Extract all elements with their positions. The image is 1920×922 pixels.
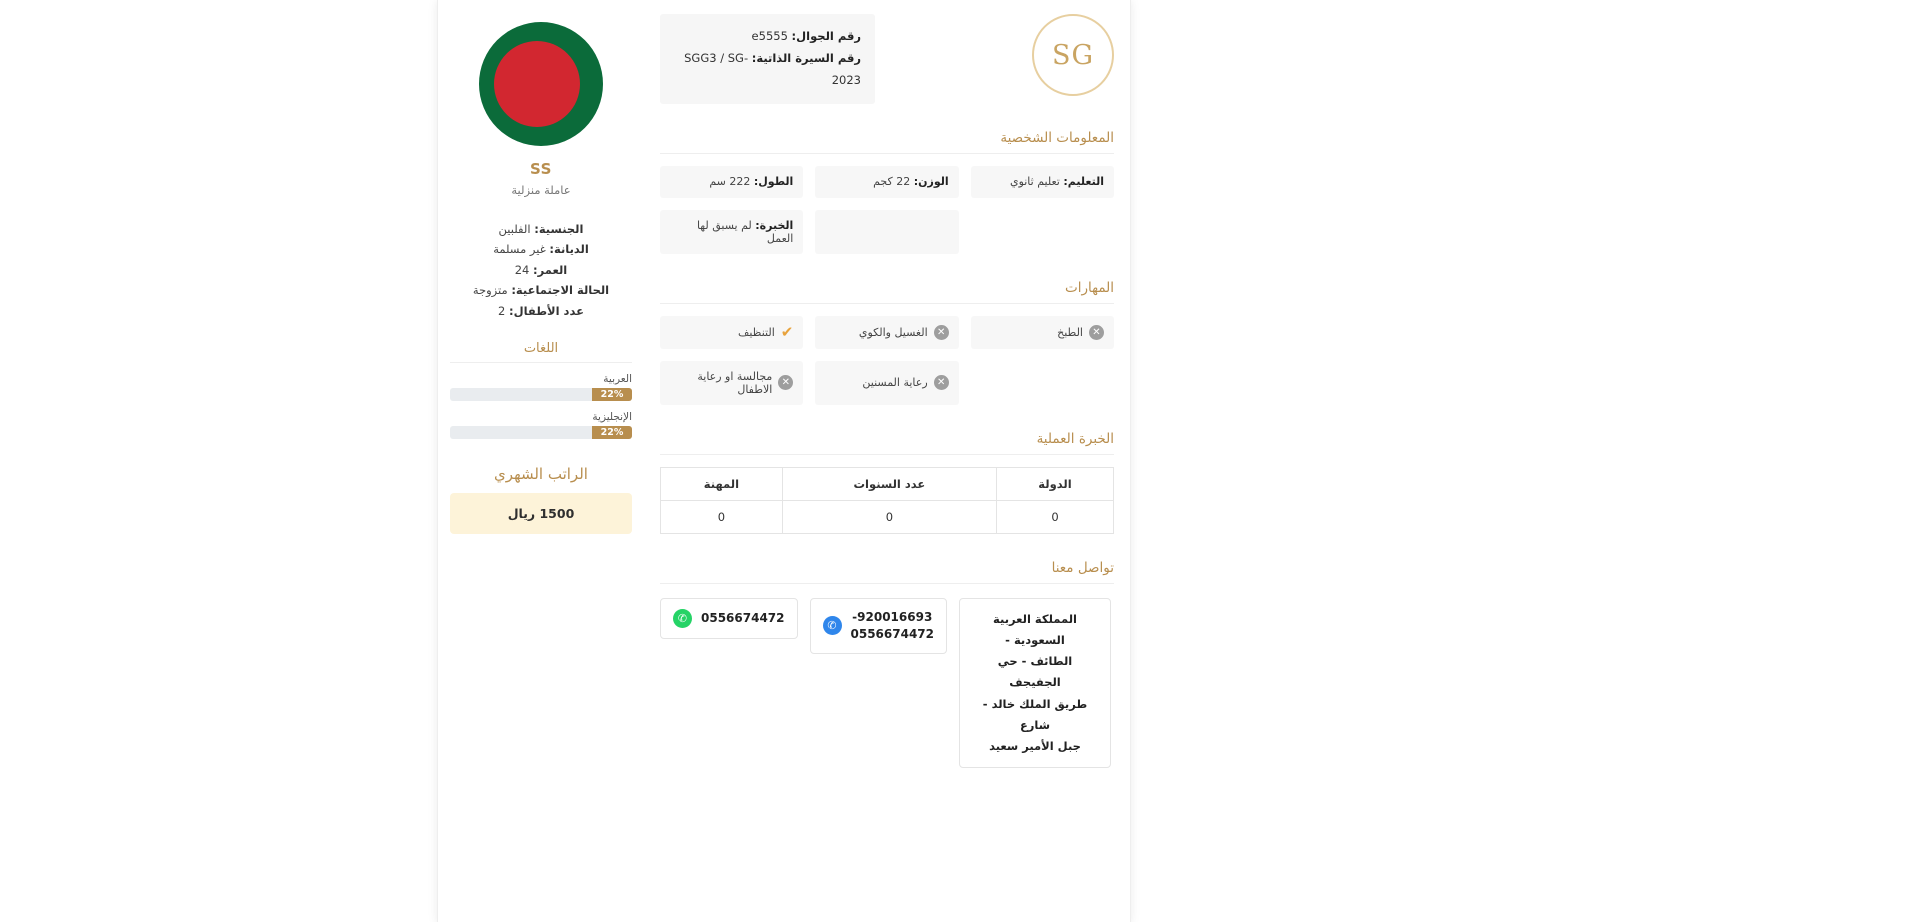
profile-job-title: عاملة منزلية <box>511 183 571 197</box>
cross-circle-icon: ✕ <box>934 375 949 390</box>
cross-circle-icon: ✕ <box>778 375 793 390</box>
address-line-3: طريق الملك خالد - شارع <box>982 696 1088 732</box>
section-title-personal: المعلومات الشخصية <box>660 130 1114 154</box>
mobile-value: e5555 <box>751 29 788 43</box>
whatsapp-contact[interactable] <box>660 598 798 639</box>
cv-main <box>644 0 1130 922</box>
cell-years: 0 <box>782 500 996 533</box>
weight-value: 22 كجم <box>873 175 911 189</box>
personal-row-2 <box>660 210 1114 254</box>
cv-number-value: SGG3 / SG-2023 <box>684 50 861 87</box>
phone-numbers <box>851 609 935 644</box>
whatsapp-number: 0556674472 <box>701 611 785 626</box>
cross-circle-icon: ✕ <box>934 325 949 340</box>
height-value: 222 سم <box>709 175 751 189</box>
skills-row-2 <box>660 361 1114 405</box>
fact-children-value: 2 <box>498 303 506 318</box>
fact-children <box>450 301 632 321</box>
section-title-contact: تواصل معنا <box>660 560 1114 584</box>
section-title-work-experience: الخبرة العملية <box>660 431 1114 455</box>
experience-table <box>660 467 1114 534</box>
personal-row-1 <box>660 166 1114 198</box>
cell-country: 0 <box>996 500 1113 533</box>
skill-laundry-ironing-label: الغسيل والكوي <box>858 325 928 339</box>
header-row <box>660 14 1114 104</box>
field-spacer-2 <box>971 210 1114 254</box>
fact-marital <box>450 280 632 300</box>
skill-cooking-label: الطبخ <box>1057 325 1083 339</box>
education-value: تعليم ثانوي <box>1009 175 1060 189</box>
language-label-english: الإنجليزية <box>592 411 632 424</box>
language-percent-arabic: 22% <box>600 389 624 401</box>
section-title-skills: المهارات <box>660 280 1114 304</box>
language-progress-fill-english <box>592 426 632 439</box>
field-height <box>660 166 803 198</box>
skill-childcare-label: مجالسة او رعاية الاطفال <box>697 369 773 396</box>
cv-number-row <box>674 48 861 92</box>
skill-spacer <box>971 361 1114 405</box>
field-weight <box>815 166 958 198</box>
address-line-4: جبل الأمير سعيد <box>989 739 1081 754</box>
languages-title: اللغات <box>450 341 632 363</box>
address-block <box>959 598 1111 769</box>
fact-marital-label: الحالة الاجتماعية: <box>511 283 610 298</box>
phone-number-line2: 0556674472 <box>850 626 934 641</box>
table-row <box>661 500 1114 533</box>
fact-religion-value: غير مسلمة <box>493 242 546 257</box>
fact-nationality-label: الجنسية: <box>534 222 584 236</box>
salary-title: الراتب الشهري <box>494 465 588 484</box>
skill-eldercare <box>815 361 958 405</box>
fact-age-label: العمر: <box>533 262 568 277</box>
profile-sidebar <box>438 0 644 922</box>
avatar <box>479 22 603 146</box>
field-experience <box>660 210 803 254</box>
skill-cooking <box>971 316 1114 349</box>
language-percent-english: 22% <box>600 427 624 439</box>
contact-row <box>660 598 1114 769</box>
skills-row-1 <box>660 316 1114 349</box>
phone-contact[interactable] <box>810 598 948 655</box>
language-progress-english <box>450 426 632 439</box>
language-row-arabic <box>450 373 632 401</box>
mobile-label: رقم الجوال: <box>791 29 861 43</box>
company-logo: SG <box>1032 14 1114 96</box>
language-label-arabic: العربية <box>603 373 632 386</box>
column-profession: المهنة <box>661 467 783 500</box>
fact-religion <box>450 239 632 259</box>
table-header-row <box>661 467 1114 500</box>
language-progress-arabic <box>450 388 632 401</box>
fact-children-label: عدد الأطفال: <box>509 303 584 318</box>
fact-age <box>450 260 632 280</box>
language-progress-fill-arabic <box>592 388 632 401</box>
cell-profession: 0 <box>661 500 783 533</box>
fact-marital-value: متزوجة <box>472 283 508 298</box>
column-country: الدولة <box>996 467 1113 500</box>
whatsapp-icon: ✆ <box>673 609 692 628</box>
field-education <box>971 166 1114 198</box>
address-line-1: المملكة العربية السعودية - <box>993 611 1077 647</box>
flag-icon <box>494 41 580 127</box>
fact-nationality <box>450 219 632 239</box>
skill-laundry-ironing <box>815 316 958 349</box>
experience-label: الخبرة: <box>755 218 794 232</box>
profile-name: SS <box>530 160 552 178</box>
skill-cleaning-label: التنظيف <box>737 325 775 339</box>
fact-religion-label: الديانة: <box>549 242 589 257</box>
fact-nationality-value: الفلبين <box>498 222 531 236</box>
skill-childcare <box>660 361 803 405</box>
id-box <box>660 14 875 104</box>
field-spacer-1 <box>815 210 958 254</box>
column-years: عدد السنوات <box>782 467 996 500</box>
experience-value: لم يسبق لها العمل <box>696 218 794 245</box>
cross-circle-icon: ✕ <box>1089 325 1104 340</box>
height-label: الطول: <box>753 175 794 189</box>
cv-number-label: رقم السيرة الذاتية: <box>751 50 861 65</box>
address-line-2: الطائف - حي الجفيجف <box>997 654 1073 690</box>
weight-label: الوزن: <box>913 175 949 189</box>
profile-facts <box>450 219 632 321</box>
skill-eldercare-label: رعاية المسنين <box>862 376 928 390</box>
salary-value: 1500 ريال <box>450 493 632 534</box>
check-icon: ✔ <box>780 322 794 341</box>
phone-number-line1: 920016693- <box>852 609 933 624</box>
mobile-row <box>674 26 861 48</box>
fact-age-value: 24 <box>514 262 530 277</box>
skill-cleaning <box>660 316 803 349</box>
phone-icon: ✆ <box>823 616 842 635</box>
cv-sheet <box>438 0 1130 922</box>
language-row-english <box>450 411 632 439</box>
education-label: التعليم: <box>1063 175 1104 189</box>
